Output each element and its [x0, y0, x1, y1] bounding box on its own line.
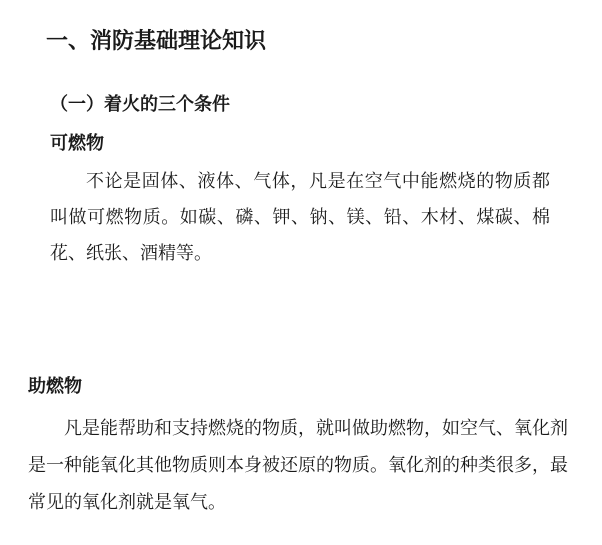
oxidant-paragraph: 凡是能帮助和支持燃烧的物质，就叫做助燃物，如空气、氧化剂是一种能氧化其他物质则本身被还原的物质。氧化剂的种类很多，最常见的氧化剂就是氧气。	[28, 418, 568, 513]
oxidant-heading: 助燃物	[28, 376, 82, 397]
combustible-paragraph: 不论是固体、液体、气体，凡是在空气中能燃烧的物质都叫做可燃物质。如碳、磷、钾、钠、镁、铅、木材、煤碳、棉花、纸张、酒精等。	[50, 171, 550, 264]
combustible-heading: 可燃物	[50, 133, 104, 154]
section-title: 一、消防基础理论知识	[46, 29, 267, 54]
subsection-title: （一）着火的三个条件	[50, 94, 230, 115]
